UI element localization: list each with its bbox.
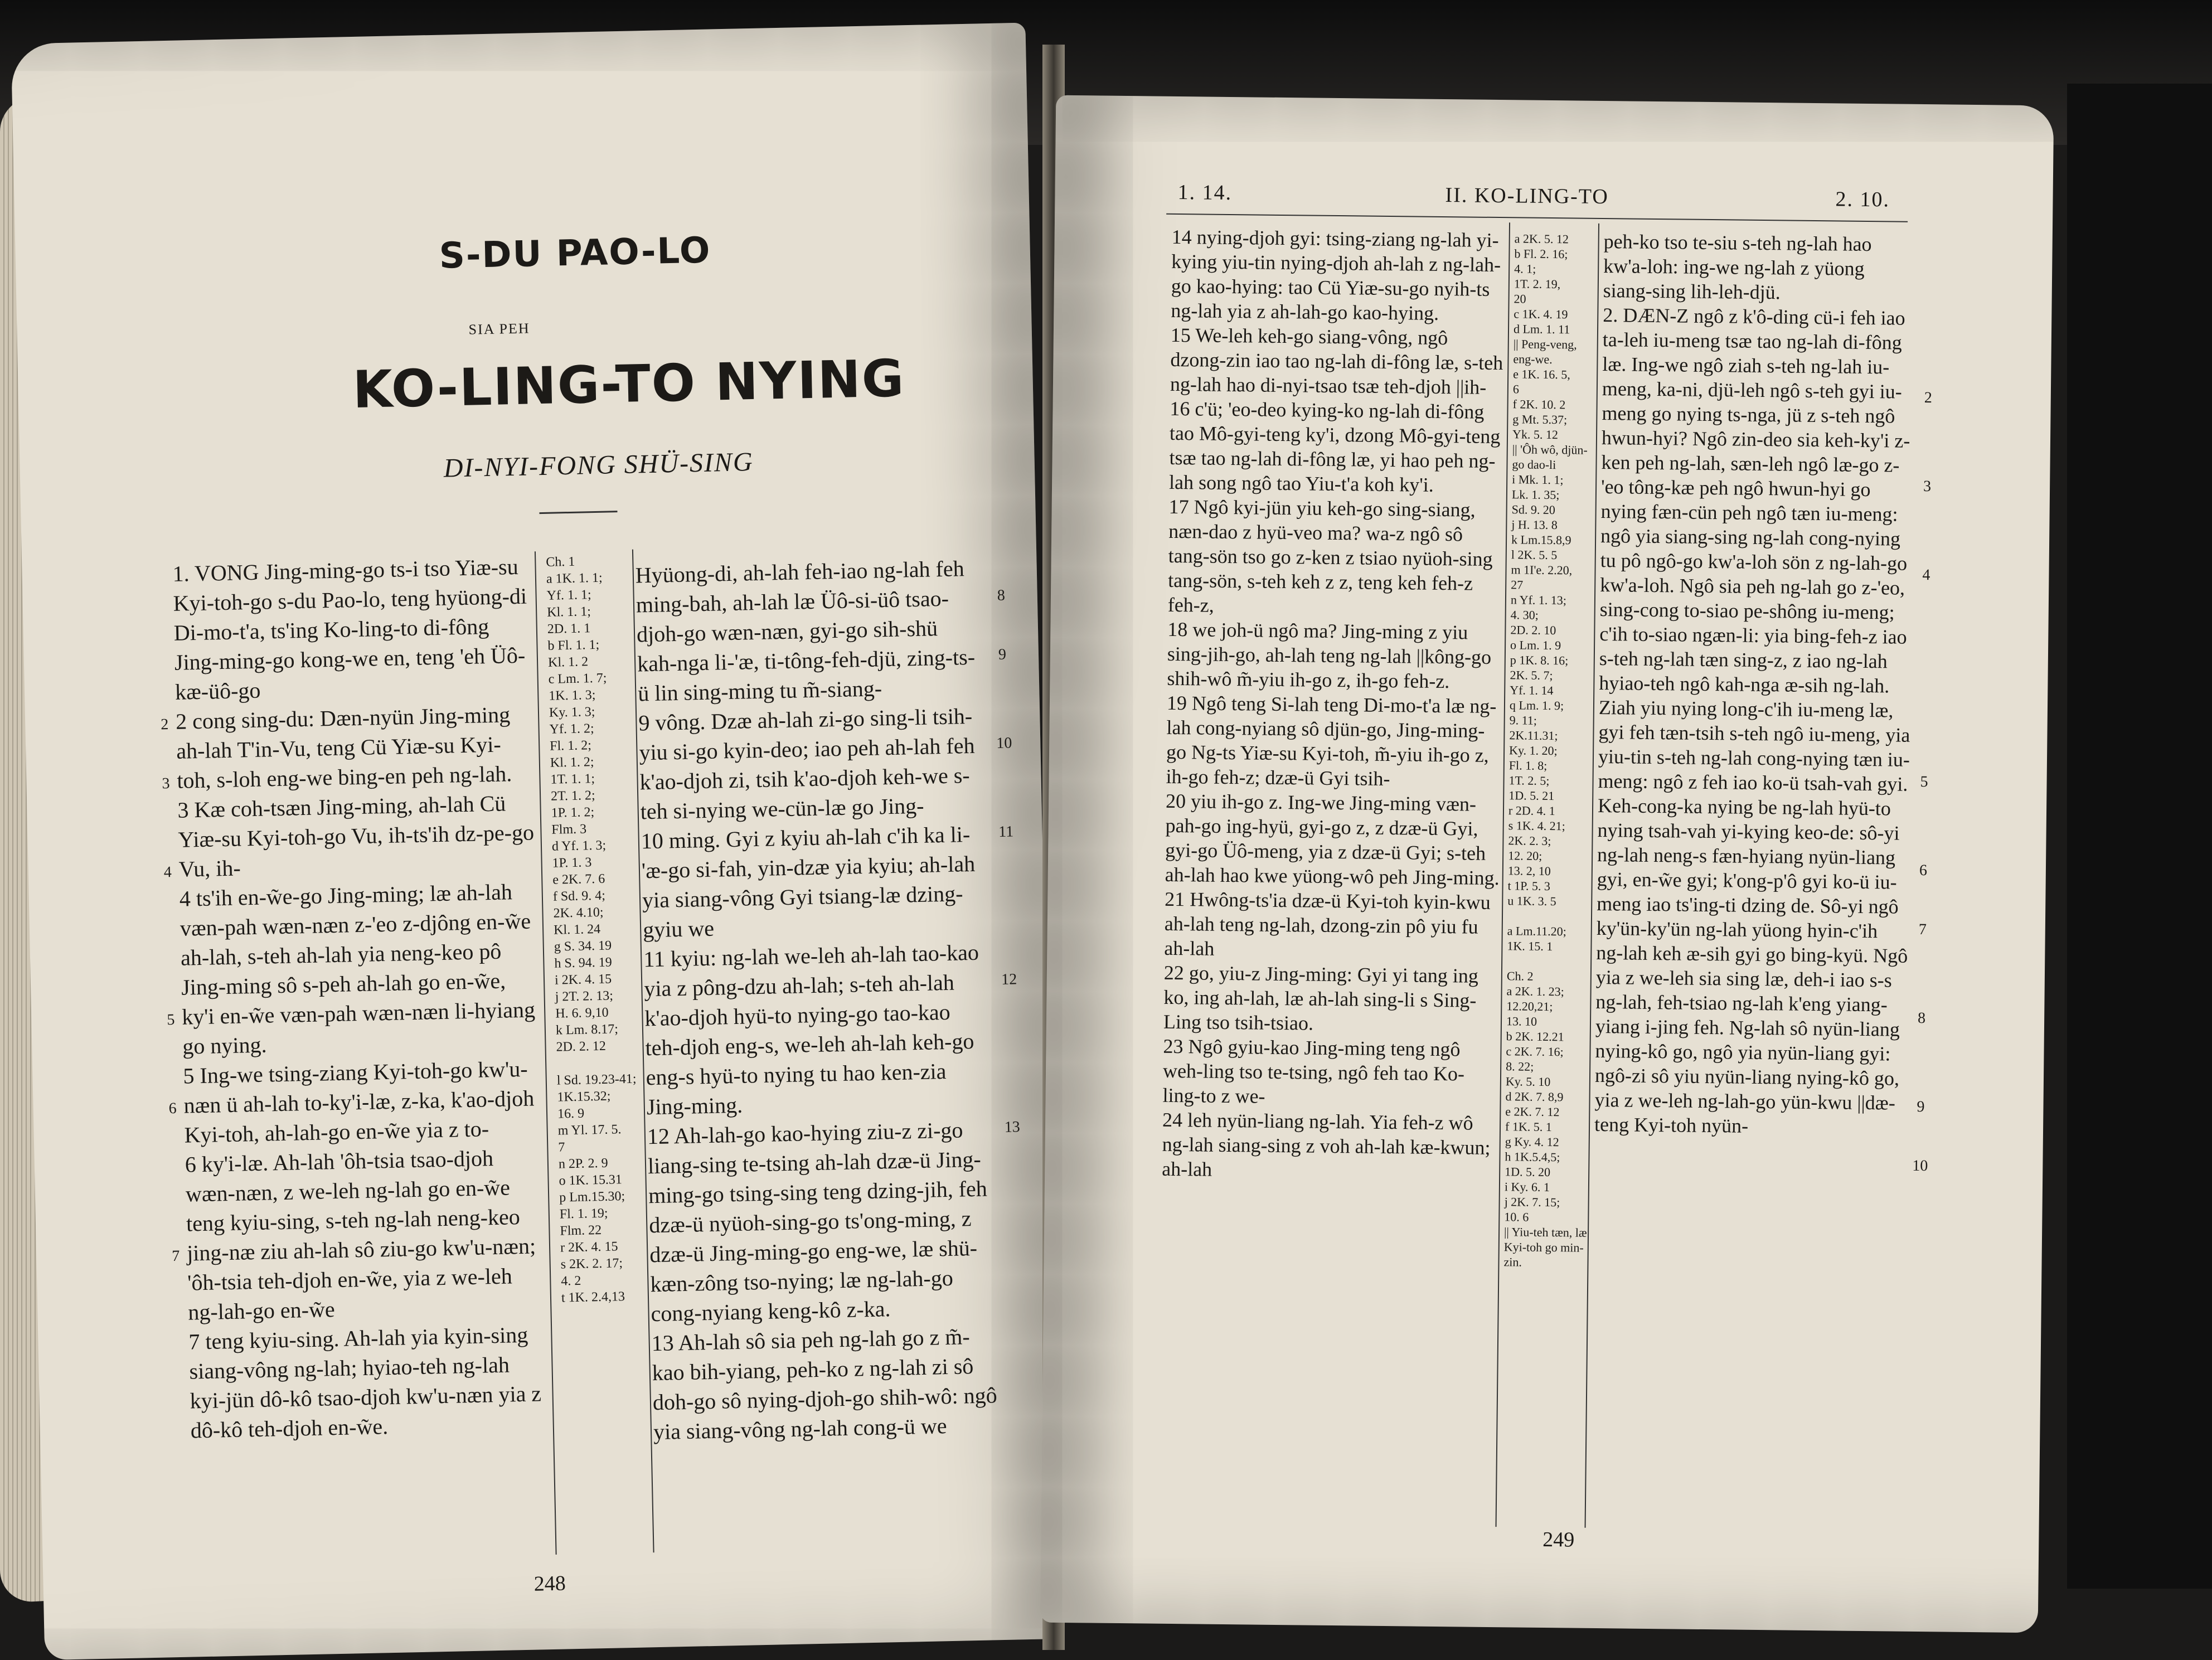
title-rule (539, 511, 617, 514)
book-author-title: S-DU PAO-LO (439, 230, 712, 277)
running-header-left: 1. 14. (1177, 180, 1233, 205)
book-title-connector: SIA PEH (468, 320, 530, 338)
right-page (1040, 95, 2054, 1633)
book-subtitle: DI-NYI-FONG SHÜ-SING (443, 447, 754, 483)
right-text-column: Hyüong-di, ah-lah feh-iao ng-lah feh ming-bah, ah-lah læ Üô-si-üô tsao-djoh-go wæn-næn, gyi-go sih-shü kah-nga li-'æ, ti-tông-feh-djü, zing-ts-ü lin sing-ming tu m̃-siang- 9 vông. Dzæ ah-lah zi-go sing-li tsih-yiu si-go kyin-deo; iao peh ah-lah feh k'ao-djoh zi, tsih k'ao-djoh keh-we s-teh si-nying we-cün-læ go Jing- 10 ming. Gyi z kyiu ah-lah c'ih ka li-'æ-go si-fah, yin-dzæ yia kyiu; ah-lah yia siang-vông Gyi tsiang-læ dzing-gyiu we 11 kyiu: ng-lah we-leh ah-lah tao-kao yia z pông-dzu ah-lah; s-teh ah-lah k'ao-djoh hyü-to nying-go tao-kao teh-djoh eng-s, we-leh ah-lah keh-go eng-s hyü-to nying tu hao ken-zia Jing-ming. 12 Ah-lah-go kao-hying ziu-z zi-go liang-sing te-tsing ah-lah dzæ-ü Jing-ming-go tsing-sing teng dzing-jih, feh dzæ-ü nyüoh-sing-go ts'ong-ming, z dzæ-ü Jing-ming-go eng-we, læ shü-kæn-zông tso-nying; læ ng-lah-go cong-nyiang keng-kô z-ka. 13 Ah-lah sô sia peh ng-lah go z m̃-kao bih-yiang, peh-ko z ng-lah zi sô doh-go sô nying-djoh-go shih-wô: ngô yia siang-vông ng-lah cong-ü we (635, 556, 998, 1445)
book-title: KO-LING-TO NYING (352, 348, 906, 420)
cross-reference-column: Ch. 1 a 1K. 1. 1; Yf. 1. 1; Kl. 1. 1; 2D. 1. 1 b Fl. 1. 1; Kl. 1. 2 c Lm. 1. 7; 1K. 1. 3; Ky. 1. 3; Yf. 1. 2; Fl. 1. 2; Kl. 1. 2; 1T. 1. 1; 2T. 1. 2; 1P. 1. 2; Flm. 3 d Yf. 1. 3; 1P. 1. 3 e 2K. 7. 6 f Sd. 9. 4; 2K. 4.10; Kl. 1. 24 g S. 34. 19 h S. 94. 19 i 2K. 4. 15 j 2T. 2. 13; H. 6. 9,10 k Lm. 8.17; 2D. 2. 12 l Sd. 19.23-41; 1K.15.32; 16. 9 m Yl. 17. 5. 7 n 2P. 2. 9 o 1K. 15.31 p Lm.15.30; Fl. 1. 19; Flm. 22 r 2K. 4. 15 s 2K. 2. 17; 4. 2 t 1K. 2.4,13 (546, 554, 637, 1305)
running-header-right: 2. 10. (1835, 187, 1890, 212)
running-header-title: II. KO-LING-TO (1445, 183, 1609, 209)
verse-numbers-margin: 8 9 10 11 12 13 (996, 586, 1021, 1136)
page-number: 249 (1542, 1527, 1575, 1552)
left-text-column: 14 nying-djoh gyi: tsing-ziang ng-lah yi-kying yiu-tin nying-djoh ah-lah z ng-lah-go kao-hying: tao Cü Yiæ-su-go nyih-ts ng-lah yia z ah-lah-go kao-hying. 15 We-leh keh-go siang-vông, ngô dzong-zin iao tao ng-lah di-fông læ, s-teh ng-lah hao di-nyi-tsao tsæ teh-djoh ||ih- 16 c'ü; 'eo-deo kying-ko ng-lah di-fông tao Mô-gyi-teng ky'i, dzong Mô-gyi-teng tsæ tao ng-lah di-fông læ, yi hao peh ng-lah song ngô tao Yiu-t'a koh ky'i. 17 Ngô kyi-jün yiu keh-go sing-siang, næn-dao z hyü-veo ma? wa-z ngô sô tang-sön tso go z-ken z tsiao nyüoh-sing tang-sön, s-teh keh z z, teng keh feh-z feh-z, 18 we joh-ü ngô ma? Jing-ming z yiu sing-jih-go, ah-lah teng ng-lah ||kông-go shih-wô m̃-yiu ih-go z, ih-go feh-z. 19 Ngô teng Si-lah teng Di-mo-t'a læ ng-lah cong-nyiang sô djün-go, Jing-ming-go Ng-ts Yiæ-su Kyi-toh, m̃-yiu ih-go z, ih-go feh-z; dzæ-ü Gyi tsih- 20 yiu ih-go z. Ing-we Jing-ming væn-pah-go ing-hyü, gyi-go z, z dzæ-ü Gyi, gyi-go Üô-meng, yia z dzæ-ü Gyi; s-teh ah-lah hao kwe yüong-wô peh Jing-ming. 21 Hwông-ts'ia dzæ-ü Kyi-toh kyin-kwu ah-lah teng ng-lah, dzong-zin pô yiu fu ah-lah 22 go, yiu-z Jing-ming: Gyi yi tang ing ko, ing ah-lah, læ ah-lah sing-li s Sing-Ling tso tsih-tsiao. 23 Ngô gyiu-kao Jing-ming teng ngô weh-ling tso te-tsing, ngô feh tao Ko-ling-to z we- 24 leh nyün-liang ng-lah. Yia feh-z wô ng-lah siang-sing z voh ah-lah kæ-kwun; ah-lah (1162, 225, 1503, 1181)
cross-reference-column: a 2K. 5. 12 b Fl. 2. 16; 4. 1; 1T. 2. 19, 20 c 1K. 4. 19 d Lm. 1. 11 || Peng-veng, eng-we. e 1K. 16. 5, 6 f 2K. 10. 2 g Mt. 5.37; Yk. 5. 12 || 'Ôh wô, djün-go dao-li i Mk. 1. 1; Lk. 1. 35; Sd. 9. 20 j H. 13. 8 k Lm.15.8,9 l 2K. 5. 5 m 1I'e. 2.20, 27 n Yf. 1. 13; 4. 30; 2D. 2. 10 o Lm. 1. 9 p 1K. 8. 16; 2K. 5. 7; Yf. 1. 14 q Lm. 1. 9; 9. 11; 2K.11.31; Ky. 1. 20; Fl. 1. 8; 1T. 2. 5; 1D. 5. 21 r 2D. 4. 1 s 1K. 4. 21; 2K. 2. 3; 12. 20; 13. 2, 10 t 1P. 5. 3 u 1K. 3. 5 a Lm.11.20; 1K. 15. 1 Ch. 2 a 2K. 1. 23; 12.20,21; 13. 10 b 2K. 12.21 c 2K. 7. 16; 8. 22; Ky. 5. 10 d 2K. 7. 8,9 e 2K. 7. 12 f 1K. 5. 1 g Ky. 4. 12 h 1K.5.4,5; 1D. 5. 20 i Ky. 6. 1 j 2K. 7. 15; 10. 6 || Yiu-teh tæn, læ Kyi-toh go min-zin. (1503, 231, 1588, 1269)
header-rule (1166, 213, 1908, 222)
verse-numbers-margin: 2 3 4 5 6 7 (160, 716, 180, 1265)
left-page (11, 23, 1059, 1660)
left-text-column: 1. VONG Jing-ming-go ts-i tso Yiæ-su Kyi-toh-go s-du Pao-lo, teng hyüong-di Di-mo-t'a, ts'ing Ko-ling-to di-fông Jing-ming-go kong-we en, teng 'eh Üô-kæ-üô-go 2 cong sing-du: Dæn-nyün Jing-ming ah-lah T'in-Vu, teng Cü Yiæ-su Kyi-toh, s-loh eng-we bing-en peh ng-lah. 3 Kæ coh-tsæn Jing-ming, ah-lah Cü Yiæ-su Kyi-toh-go Vu, ih-ts'ih dz-pe-go Vu, ih- 4 ts'ih en-w̃e-go Jing-ming; læ ah-lah væn-pah wæn-næn z-'eo z-djông en-w̃e ah-lah, s-teh ah-lah yia neng-keo pô Jing-ming sô s-peh ah-lah go en-w̃e, ky'i en-w̃e væn-pah wæn-næn li-hyiang go nying. 5 Ing-we tsing-ziang Kyi-toh-go kw'u-næn ü ah-lah to-ky'i-læ, z-ka, k'ao-djoh Kyi-toh, ah-lah-go en-w̃e yia z to- 6 ky'i-læ. Ah-lah 'ôh-tsia tsao-djoh wæn-næn, z we-leh ng-lah go en-w̃e teng kyiu-sing, s-teh ng-lah neng-keo jing-næ ziu ah-lah sô ziu-go kw'u-næn; 'ôh-tsia teh-djoh en-w̃e, yia z we-leh ng-lah-go en-w̃e 7 teng kyiu-sing. Ah-lah yia kyin-sing siang-vông ng-lah; hyiao-teh ng-lah kyi-jün dô-kô tsao-djoh kw'u-næn yia z dô-kô teh-djoh en-w̃e. (172, 554, 542, 1443)
verse-numbers-margin: 2 3 4 5 6 7 8 9 10 (1912, 389, 1932, 1175)
right-text-column: peh-ko tso te-siu s-teh ng-lah hao kw'a-loh: ing-we ng-lah z yüong siang-sing lih-leh-djü. 2. DÆN-Z ngô z k'ô-ding cü-i feh iao ta-leh iu-meng tsæ tao ng-lah di-fông læ. Ing-we ngô ziah s-teh ng-lah iu-meng, ka-ni, djü-leh ngô s-teh gyi iu-meng go nying ts-nga, jü z s-teh ngô hwun-hyi? Ngô zin-deo sia keh-ky'i z-ken peh ng-lah, sæn-leh ngô læ-go z-'eo tông-kæ peh ngô hwun-hyi go nying fæn-cün peh ngô tæn iu-meng: ngô yia siang-sing ng-lah cong-nying tu pô ngô-go kw'a-loh sön z ng-lah-go kw'a-loh. Ngô sia peh ng-lah go z-'eo, sing-cong to-siao pe-shông iu-meng; c'ih to-siao ngæn-li: yia bing-feh-z iao s-teh ng-lah tæn sing-z, z iao ng-lah hyiao-teh ngô kah-nga æ-sih ng-lah. Ziah yiu nying long-c'ih iu-meng læ, gyi feh tæn-tsih s-teh ngô iu-meng, yia yiu-tin s-teh ng-lah cong-nying tæn iu-meng: ngô z feh iao ko-ü tsah-vah gyi. Keh-cong-ka nying be ng-lah hyü-to nying tsah-vah yi-kying keo-de: sô-yi ng-lah neng-s fæn-hyiang nyün-liang gyi, en-w̃e gyi; k'ong-p'ô gyi ko-ü iu-meng iao ts'ing-ti dzing de. Sô-yi ngô ky'ün-ky'ün ng-lah yüong hyin-c'ih ng-lah keh æ-sih gyi go bing-kyü. Ngô yia z we-leh sia sing læ, deh-i iao s-s ng-lah, feh-tsiao ng-lah k'eng yiang-yiang i-jing feh. Ng-lah sô nyün-liang nying-kô go, ngô yia nyün-liang gyi: ngô-zi sô yiu nyün-liang nying-kô go, yia z we-leh ng-lah-go yün-kwu ||dæ-teng Kyi-toh nyün- (1594, 230, 1910, 1137)
page-number: 248 (533, 1571, 566, 1596)
background-right (2067, 84, 2212, 1589)
